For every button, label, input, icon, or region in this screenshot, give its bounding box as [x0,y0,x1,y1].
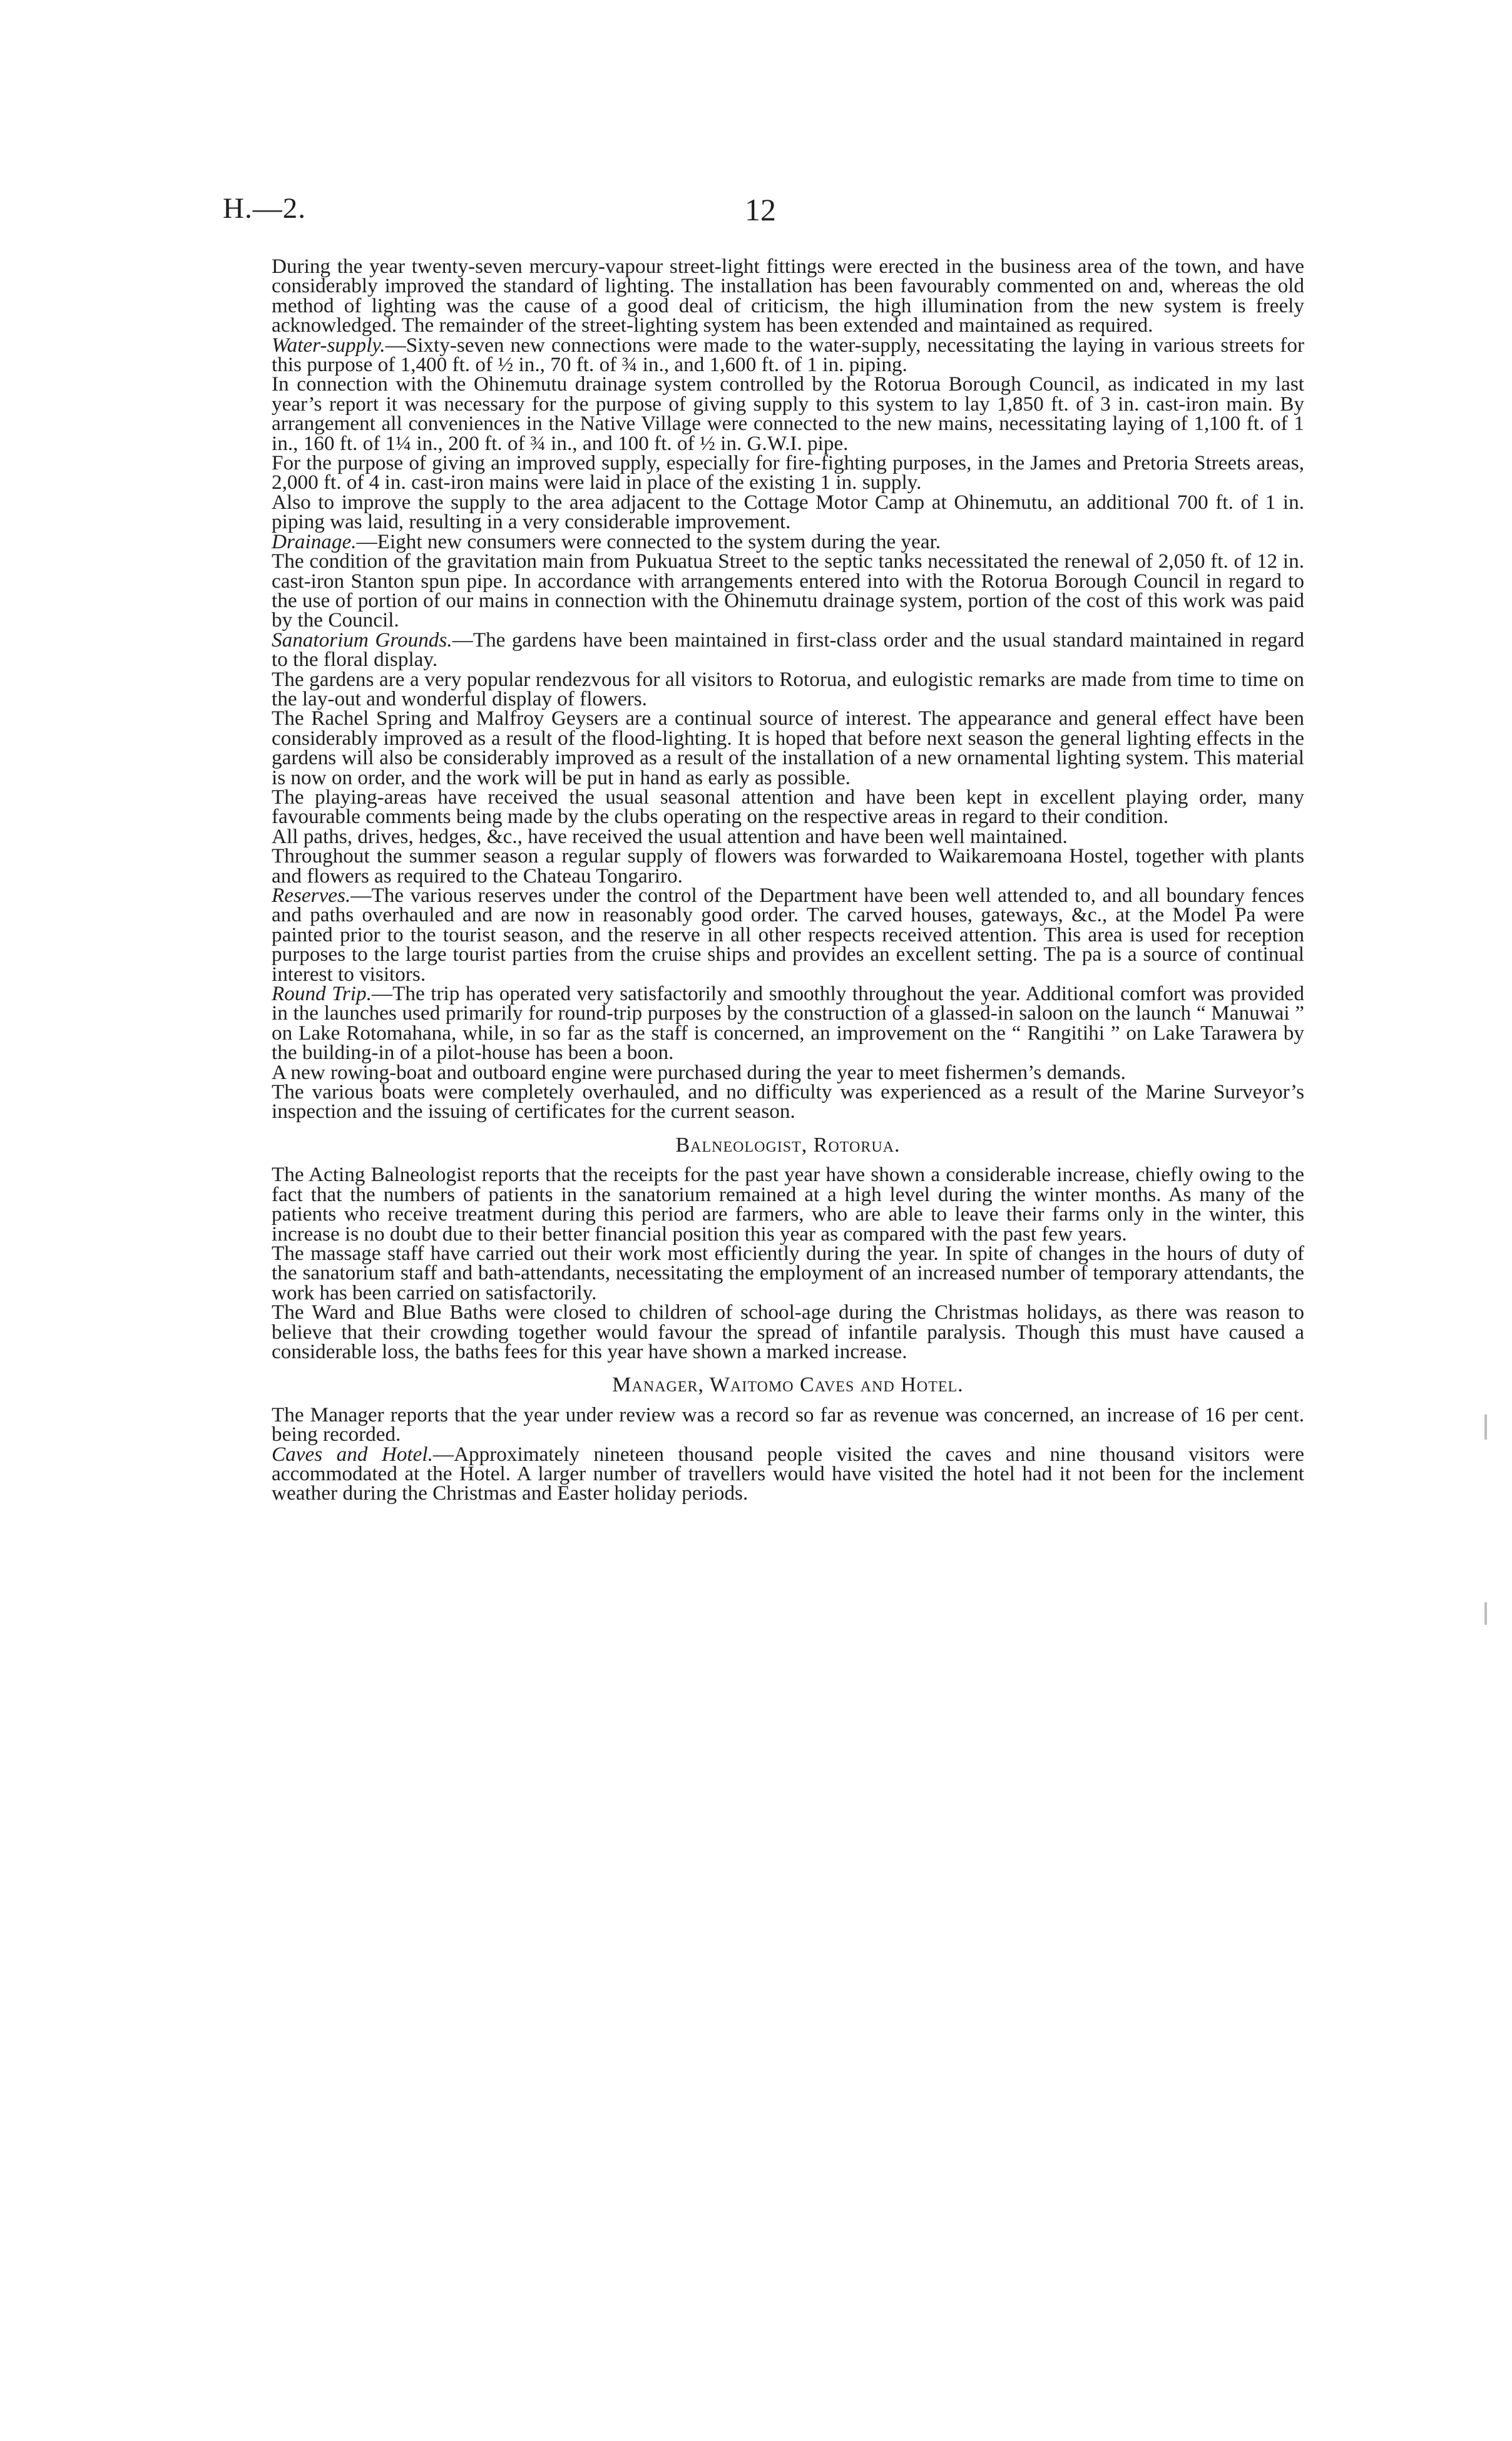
paragraph: Throughout the summer season a regular supply of flowers was forwarded to Waikaremoana Hostel, together with plants and flowers as required to the Chateau Tongariro. [272,844,1304,888]
paragraph: In connection with the Ohinemutu drainage system controlled by the Rotorua Borough Council, as indicated in my last year’s report it was necessary for the purpose of giving supply to this system to lay 1,850 ft. of 3 in. cast-iron main. By arrangement all conveniences in the Native Village were connected to the new mains, necessitating laying of 1,100 ft. of 1 in., 160 ft. of 1¼ in., 200 ft. of ¾ in., and 100 ft. of ½ in. G.W.I. pipe. [272,372,1304,455]
paragraph: The Manager reports that the year under review was a record so far as revenue was concerned, an increase of 16 per cent. being recorded. [272,1403,1304,1446]
paragraph: The massage staff have carried out their work most efficiently during the year. In spite of changes in the hours of duty of the sanatorium staff and bath-attendants, necessitating the employment of an increased number of temporary attendants, the work has been carried on satisfactorily. [272,1241,1304,1304]
page-header [223,192,1305,229]
paragraph: The Rachel Spring and Malfroy Geysers are a continual source of interest. The appearance and general effect have been considerably improved as a result of the flood-lighting. It is hoped that before next season the general lighting effects in the gardens will also be considerably improved as a result of the installation of a new ornamental lighting system. This material is now on order, and the work will be put in hand as early as possible. [272,707,1304,789]
margin-mark [1484,1415,1487,1440]
paragraph: Also to improve the supply to the area adjacent to the Cottage Motor Camp at Ohinemutu, an additional 700 ft. of 1 in. piping was laid, resulting in a very considerable improvement. [272,490,1304,534]
paragraph: A new rowing-boat and outboard engine were purchased during the year to meet fishermen’s demands. [272,1060,1126,1084]
paragraph: Water-supply.—Sixty-seven new connections were made to the water-supply, necessitating the laying in various streets for this purpose of 1,400 ft. of ½ in., 70 ft. of ¾ in., and 1,600 ft. of 1 in. piping. [272,333,1304,377]
paragraph: Sanatorium Grounds.—The gardens have been maintained in first-class order and the usual standard maintained in regard to the floral display. [272,628,1305,672]
document-body [272,257,1304,1503]
paragraph: The gardens are a very popular rendezvous for all visitors to Rotorua, and eulogistic remarks are made from time to time on the lay-out and wonderful display of flowers. [272,667,1304,710]
paragraph-lead: Drainage. [272,530,357,553]
paragraph-lead: Sanatorium Grounds. [272,628,452,652]
paragraph: Caves and Hotel.—Approximately nineteen thousand people visited the caves and nine thousand visitors were accommodated at the Hotel. A larger number of travellers would have visited the hotel had it not been for the inclement weather during the Christmas and Easter holiday periods. [272,1442,1304,1505]
page-number: 12 [745,192,776,227]
paragraph: The condition of the gravitation main from Pukuatua Street to the septic tanks necessitated the renewal of 2,050 ft. of 12 in. cast-iron Stanton spun pipe. In accordance with arrangements entered into with the Rotorua Borough Council in regard to the use of portion of our mains in connection with the Ohinemutu drainage system, portion of the cost of this work was paid by the Council. [272,550,1304,632]
paragraph: The Acting Balneologist reports that the receipts for the past year have shown a considerable increase, chiefly owing to the fact that the numbers of patients in the sanatorium remained at a high level during the winter months. As many of the patients who receive treatment during this period are farmers, who are able to leave their farms only in the winter, this increase is no doubt due to their better financial position this year as compared with the past few years. [272,1163,1304,1246]
section-heading-waitomo: Manager, Waitomo Caves and Hotel. [612,1373,964,1397]
paragraph-lead: Round Trip. [272,982,372,1006]
margin-mark [1484,1602,1487,1625]
paragraph: The various boats were completely overhauled, and no difficulty was experienced as a result of the Marine Surveyor’s inspection and the issuing of certificates for the current season. [272,1080,1304,1123]
section-heading-balneologist: Balneologist, Rotorua. [675,1133,901,1157]
paragraph-lead: Caves and Hotel. [272,1442,433,1466]
paragraph-lead: Water-supply. [272,333,386,357]
paragraph: The Ward and Blue Baths were closed to children of school-age during the Christmas holidays, as there was reason to believe that their crowding together would favour the spread of infantile paralysis. Though this must have caused a considerable loss, the baths fees for this year have shown a marked increase. [272,1301,1304,1363]
document-reference: H.—2. [223,192,306,225]
paragraph: During the year twenty-seven mercury-vapour street-light fittings were erected in the business area of the town, and have considerably improved the standard of lighting. The installation has been favourably commented on and, whereas the old method of lighting was the cause of a good deal of criticism, the high illumination from the new system is freely acknowledged. The remainder of the street-lighting system has been extended and maintained as required. [272,255,1304,337]
paragraph: The playing-areas have received the usual seasonal attention and have been kept in excellent playing order, many favourable comments being made by the clubs operating on the respective areas in regard to their condition. [272,785,1304,829]
paragraph: For the purpose of giving an improved supply, especially for fire-fighting purposes, in the James and Pretoria Streets areas, 2,000 ft. of 4 in. cast-iron mains were laid in place of the existing 1 in. supply. [272,451,1304,494]
paragraph: Reserves.—The various reserves under the control of the Department have been well attended to, and all boundary fences and paths overhauled and are now in reasonably good order. The carved houses, gateways, &c., at the Model Pa were painted prior to the tourist season, and the reserve in all other respects received attention. This area is used for reception purposes to the large tourist parties from the cruise ships and provides an excellent setting. The pa is a source of continual interest to visitors. [272,884,1304,986]
paragraph-lead: Reserves. [272,884,351,907]
paragraph: All paths, drives, hedges, &c., have received the usual attention and have been well maintained. [272,824,1068,848]
paragraph: Round Trip.—The trip has operated very satisfactorily and smoothly throughout the year. Additional comfort was provided in the launches used primarily for round-trip purposes by the construction of a glassed-in saloon on the launch “ Manuwai ” on Lake Rotomahana, while, in so far as the staff is concerned, an improvement on the “ Rangitihi ” on Lake Tarawera by the building-in of a pilot-house has been a boon. [272,982,1304,1065]
paragraph: Drainage.—Eight new consumers were connected to the system during the year. [272,530,941,553]
